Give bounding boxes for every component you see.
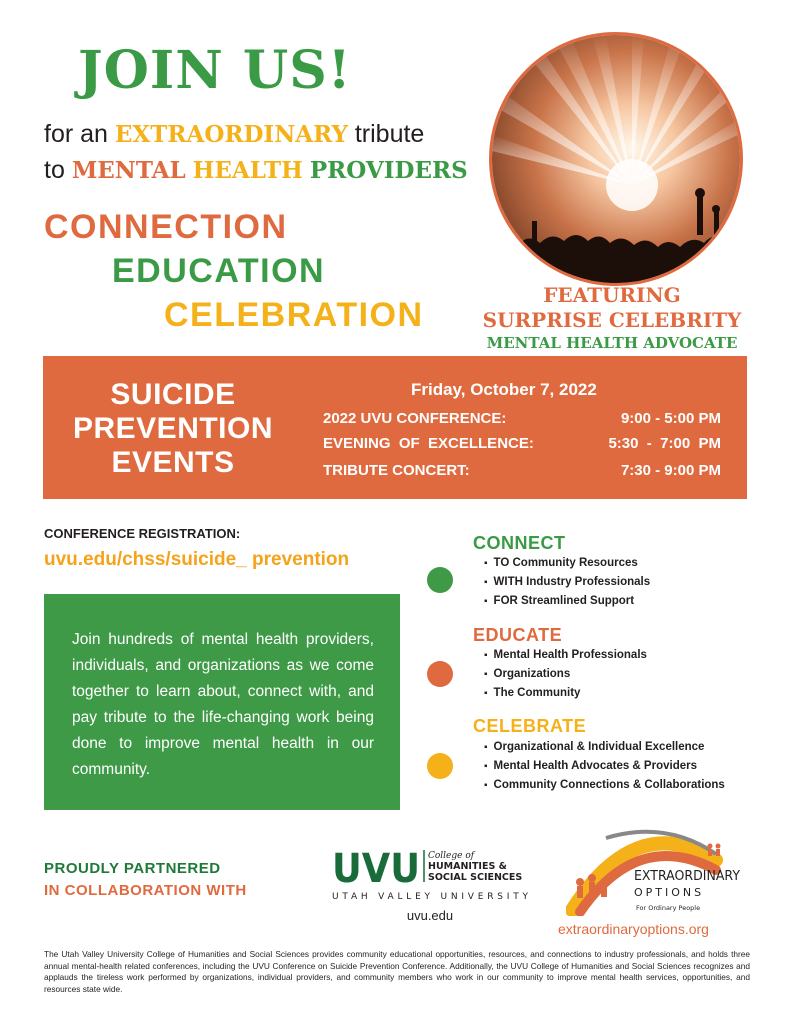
tribute-suffix: tribute — [354, 120, 425, 148]
eo-name-line2: OPTIONS — [634, 886, 705, 899]
health-word: HEALTH — [192, 157, 303, 184]
connection-heading: CONNECTION — [44, 208, 288, 246]
registration-label: CONFERENCE REGISTRATION: — [44, 526, 241, 541]
connect-dot — [427, 567, 453, 593]
events-title-line: PREVENTION — [72, 412, 274, 445]
schedule-event-name: EVENING OF EXCELLENCE: — [323, 435, 534, 452]
educate-list — [484, 646, 647, 703]
list-item: ▪ Organizational & Individual Excellence — [484, 738, 725, 757]
concert-photo — [489, 32, 743, 286]
list-item: ▪ TO Community Resources — [484, 554, 650, 573]
events-title-line: SUICIDE — [110, 378, 236, 411]
mental-health-advocate: MENTAL HEALTH ADVOCATE — [486, 334, 738, 352]
schedule-event-time: 7:30 - 9:00 PM — [620, 462, 721, 479]
connect-heading: CONNECT — [473, 533, 566, 553]
extraordinary-options-logo[interactable] — [566, 820, 746, 916]
eo-tagline: For Ordinary People — [636, 904, 701, 912]
list-item: ▪ Organizations — [484, 665, 647, 684]
schedule-event-name: 2022 UVU CONFERENCE: — [323, 410, 507, 427]
list-item: ▪ The Community — [484, 684, 647, 703]
collaboration-label: IN COLLABORATION WITH — [44, 882, 247, 899]
eo-name-line1: EXTRAORDINARY — [634, 869, 741, 884]
educate-dot — [427, 661, 453, 687]
join-us-headline: JOIN US! — [78, 40, 352, 101]
tribute-prefix: for an — [44, 120, 108, 148]
schedule-event-time: 9:00 - 5:00 PM — [620, 410, 721, 427]
celebration-heading: CELEBRATION — [164, 296, 424, 334]
uvu-wordmark: UVU — [332, 846, 420, 892]
mental-word: MENTAL — [71, 157, 186, 184]
list-item: ▪ Mental Health Advocates & Providers — [484, 757, 725, 776]
educate-heading: EDUCATE — [473, 625, 563, 645]
events-title-line: EVENTS — [111, 446, 235, 479]
events-title — [43, 378, 303, 480]
celebrate-heading: CELEBRATE — [473, 716, 587, 736]
tribute-line-1 — [44, 120, 424, 149]
description-text: Join hundreds of mental health providers, individuals, and organizations as we come together to learn about, connect with, and pay tribute to the life-changing work being done to improve mental health in our community. — [72, 631, 374, 778]
uvu-college-line: SOCIAL SCIENCES — [428, 872, 523, 883]
list-item: ▪ FOR Streamlined Support — [484, 592, 650, 611]
events-banner — [43, 356, 747, 499]
education-heading: EDUCATION — [112, 252, 326, 290]
uvu-logo[interactable] — [330, 846, 530, 906]
schedule-event-name: TRIBUTE CONCERT: — [323, 462, 470, 479]
celebrate-list — [484, 738, 725, 795]
extraordinary-word: EXTRAORDINARY — [114, 121, 348, 148]
uvu-college-line: HUMANITIES & — [428, 861, 507, 872]
description-box — [44, 594, 400, 810]
schedule-event-time: 5:30 - 7:00 PM — [608, 435, 721, 452]
event-date: Friday, October 7, 2022 — [411, 380, 597, 399]
tribute-line-2 — [44, 156, 468, 185]
list-item: ▪ Community Connections & Collaborations — [484, 776, 725, 795]
surprise-celebrity: SURPRISE CELEBRITY — [482, 308, 742, 332]
providers-word: PROVIDERS — [309, 157, 468, 184]
uvu-name: UTAH VALLEY UNIVERSITY — [332, 892, 528, 902]
connect-list — [484, 554, 650, 611]
to-word: to — [44, 156, 65, 184]
list-item: ▪ WITH Industry Professionals — [484, 573, 650, 592]
list-item: ▪ Mental Health Professionals — [484, 646, 647, 665]
uvu-url[interactable]: uvu.edu — [406, 908, 454, 923]
registration-link[interactable]: uvu.edu/chss/suicide_ prevention — [44, 549, 350, 570]
featuring-label: FEATURING — [543, 283, 681, 307]
footer-text: The Utah Valley University College of Humanities and Social Sciences provides community educational opportunities, resources, and connections to industry professionals, and holds three annual mental-health related conferences, including the UVU Conference on Suicide Prevention Conference. Additionally, the UVU College of Humanities and Social Sciences recognizes and applauds the tireless work performed by organizations, individual providers, and community members who work in our community to improve mental health services, opportunities, and resources state wide. — [44, 949, 750, 994]
eo-url[interactable]: extraordinaryoptions.org — [558, 921, 709, 937]
uvu-college-line: College of — [428, 851, 475, 861]
partnered-label: PROUDLY PARTNERED — [44, 860, 221, 877]
celebrate-dot — [427, 753, 453, 779]
